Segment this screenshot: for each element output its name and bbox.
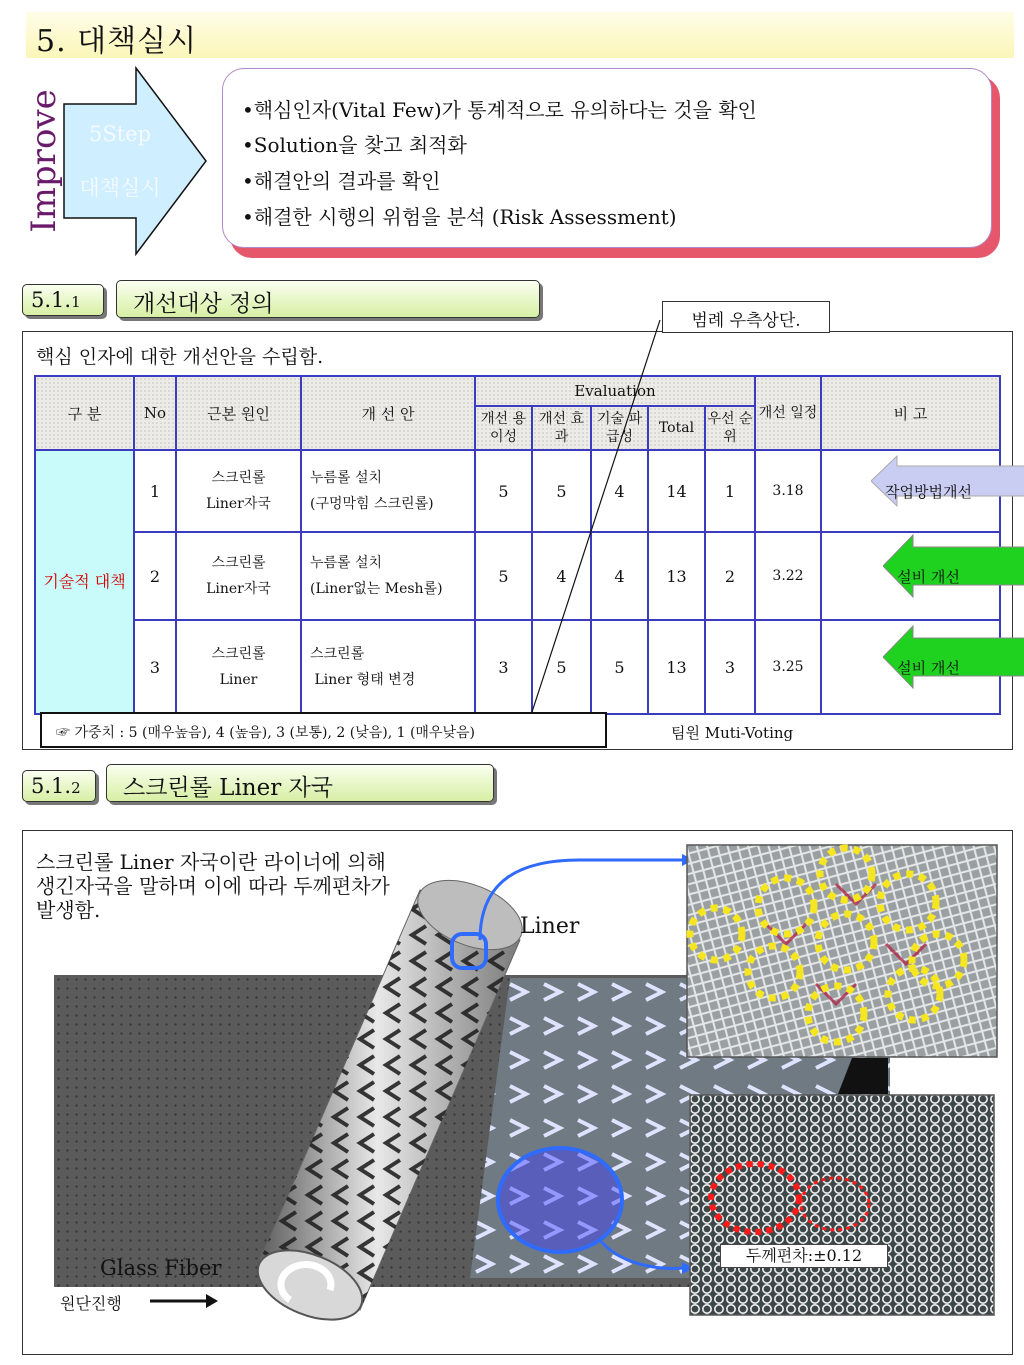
thickness-deviation-label: 두께편차:±0.12: [720, 1244, 888, 1268]
header-root-cause: 근본 원인: [176, 376, 301, 450]
section-number-5-1-1: 5.1.1: [22, 284, 104, 316]
table-row: [35, 620, 1000, 714]
row-priority: 1: [705, 450, 755, 532]
direction-arrow-icon: [150, 1293, 220, 1309]
liner-label: Liner: [520, 914, 580, 939]
row-priority: 3: [705, 620, 755, 714]
improve-bullet-3: •해결안의 결과를 확인: [242, 169, 441, 193]
header-tech: 기술 파급성: [591, 406, 648, 450]
liner-mark-photo: [686, 844, 998, 1058]
header-schedule: 개선 일정: [755, 376, 821, 450]
row-tech: 5: [591, 620, 648, 714]
step-name: 대책실시: [79, 176, 161, 200]
row-remark-cell: [821, 620, 1000, 714]
thickness-deviation-photo: [689, 1094, 995, 1316]
table-row: [35, 450, 1000, 532]
row-plan: 누름롤 설치 (Liner없는 Mesh롤): [301, 532, 475, 620]
row-no: 2: [134, 532, 176, 620]
row-priority: 2: [705, 532, 755, 620]
header-improvement: 개 선 안: [301, 376, 475, 450]
row-schedule: 3.18: [755, 450, 821, 532]
row-tech: 4: [591, 450, 648, 532]
step-label: 5Step: [88, 122, 152, 146]
page-title: 5. 대책실시: [36, 24, 198, 59]
weight-note: ☞ 가중치 : 5 (매우높음), 4 (높음), 3 (보통), 2 (낮음), 1 (매우낮음): [40, 712, 607, 748]
header-no: No: [134, 376, 176, 450]
section-title-5-1-2: 스크린롤 Liner 자국: [106, 764, 494, 802]
liner-description-1: 스크린롤 Liner 자국이란 라이너에 의해: [36, 850, 386, 874]
row-remark: 설비 개선: [897, 567, 960, 586]
row-remark: 설비 개선: [897, 658, 960, 677]
vote-note: 팀원 Muti-Voting: [671, 724, 794, 742]
header-priority: 우선 순위: [705, 406, 755, 450]
row-schedule: 3.22: [755, 532, 821, 620]
row-total: 13: [648, 620, 705, 714]
row-cause: 스크린롤 Liner: [176, 620, 301, 714]
header-effect: 개선 효과: [532, 406, 591, 450]
evaluation-table: [34, 375, 1001, 715]
row-effect: 5: [532, 620, 591, 714]
row-no: 3: [134, 620, 176, 714]
section-title-5-1-1: 개선대상 정의: [116, 280, 540, 318]
improve-bullet-4: •해결한 시행의 위험을 분석 (Risk Assessment): [242, 205, 677, 229]
header-category: 구 분: [35, 376, 134, 450]
header-total: Total: [648, 406, 705, 450]
row-remark: 작업방법개선: [885, 482, 972, 501]
improve-label-text: Improve: [24, 89, 64, 233]
section-number-5-1-2: 5.1.2: [22, 770, 96, 802]
callout-arrows: [460, 840, 700, 1280]
row-ease: 5: [475, 450, 532, 532]
legend-note: 범례 우측상단.: [662, 301, 830, 333]
row-total: 14: [648, 450, 705, 532]
direction-label: 원단진행: [60, 1294, 122, 1313]
row-no: 1: [134, 450, 176, 532]
row-cause: 스크린롤 Liner자국: [176, 532, 301, 620]
header-ease: 개선 용이성: [475, 406, 532, 450]
table-intro-text: 핵심 인자에 대한 개선안을 수립함.: [36, 346, 324, 368]
left-arrow-icon: [883, 533, 1024, 599]
row-schedule: 3.25: [755, 620, 821, 714]
row-tech: 4: [591, 532, 648, 620]
category-cell: 기술적 대책: [35, 450, 134, 714]
header-remarks: 비 고: [821, 376, 1000, 450]
left-arrow-icon: [883, 624, 1024, 690]
row-ease: 5: [475, 532, 532, 620]
step-arrow-icon: [60, 66, 210, 256]
liner-description-3: 발생함.: [36, 898, 101, 922]
row-plan: 누름롤 설치 (구멍막힘 스크린롤): [301, 450, 475, 532]
row-remark-cell: [821, 532, 1000, 620]
row-cause: 스크린롤 Liner자국: [176, 450, 301, 532]
row-remark-cell: [821, 450, 1000, 532]
row-effect: 4: [532, 532, 591, 620]
legend-pointer-line: [520, 300, 680, 720]
header-evaluation: Evaluation: [475, 376, 755, 406]
photo-connector: [838, 1058, 890, 1094]
glass-fiber-label: Glass Fiber: [100, 1256, 222, 1280]
table-row: [35, 532, 1000, 620]
row-ease: 3: [475, 620, 532, 714]
improve-bullet-2: •Solution을 찾고 최적화: [242, 133, 467, 157]
row-total: 13: [648, 532, 705, 620]
liner-description-2: 생긴자국을 말하며 이에 따라 두께편차가: [36, 874, 390, 898]
improve-bullet-1: •핵심인자(Vital Few)가 통계적으로 유의하다는 것을 확인: [242, 98, 757, 122]
row-plan: 스크린롤 Liner 형태 변경: [301, 620, 475, 714]
row-effect: 5: [532, 450, 591, 532]
